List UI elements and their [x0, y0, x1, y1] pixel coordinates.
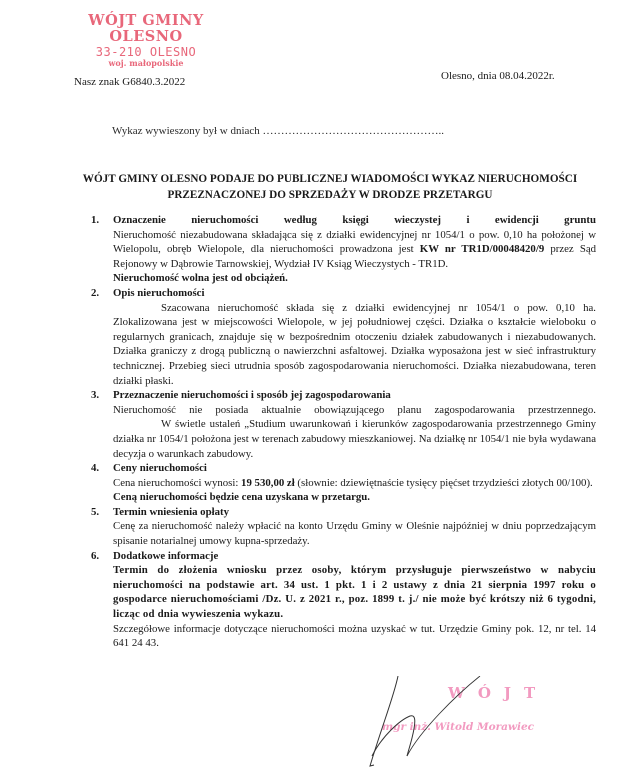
section-number: 3. [91, 389, 100, 402]
document-title [40, 171, 620, 203]
section-heading: Ceny nieruchomości [113, 462, 207, 475]
section-number: 6. [91, 549, 100, 562]
signature-stroke-2 [372, 716, 415, 756]
section-heading: Przeznaczenie nieruchomości i sposób jej zagospodarowania [113, 389, 391, 402]
stamp-postal-code: 33-210 OLESNO [95, 45, 197, 59]
section-2 [93, 286, 596, 388]
section-heading: Termin wniesienia opłaty [113, 505, 229, 518]
section-6 [93, 549, 596, 651]
signature-title: WÓJT [448, 684, 549, 702]
price-in-words: (słownie: dziewiętnaście tysięcy pięćset trzydzieści złotych 00/100). [294, 476, 593, 489]
section-number: 2. [91, 286, 100, 299]
section-number: 5. [91, 505, 100, 518]
section-number: 4. [91, 462, 100, 475]
section-body: Cenę za nieruchomość należy wpłacić na konto Urzędu Gminy w Oleśnie najpóźniej w dniu poprzedzającym spisanie notarialnej umowy kupna-sprzedaży. [113, 520, 596, 548]
handwritten-signature-icon [360, 676, 620, 776]
title-line-1: WÓJT GMINY OLESNO PODAJE DO PUBLICZNEJ WIADOMOŚCI WYKAZ NIERUCHOMOŚCI [82, 173, 578, 185]
section-number: 1. [91, 214, 100, 226]
contact-info: Szczegółowe informacje dotyczące nieruchomości można uzyskać w tut. Urzędzie Gminy pok. 12, nr tel. 14 641 24 43. [113, 622, 596, 650]
sections-list [93, 213, 596, 651]
court-info: przez Sąd Rejonowy w Dąbrowie Tarnowskiej, Wydział IV Ksiąg Wieczystych - TR1D. [113, 243, 597, 270]
place-and-date: Olesno, dnia 08.04.2022r. [441, 70, 555, 82]
section-body [113, 476, 596, 491]
section-paragraph-2: W świetle ustaleń „Studium uwarunkowań i kierunków zagospodarowania przestrzennego Gminy działka nr 1054/1 położona jest w terenach zabudowy mieszkaniowej. Na działkę nr 1054/1 nie była wydawana decyzja o warunkach zabudowy. [113, 418, 596, 460]
signatory-name: mgr inż. Witold Morawiec [382, 721, 535, 733]
stamp-title: WÓJT GMINY [88, 12, 204, 29]
section-4 [93, 461, 596, 505]
section-heading: Oznaczenie nieruchomości według księgi wieczystej i ewidencji gruntu [113, 214, 596, 226]
encumbrance-note: Nieruchomość wolna jest od obciążeń. [113, 272, 288, 285]
section-heading: Dodatkowe informacje [113, 549, 219, 562]
title-line-2: PRZEZNACZONEJ DO SPRZEDAŻY W DRODZE PRZETARGU [167, 189, 493, 201]
office-stamp [76, 14, 216, 67]
section-1 [93, 213, 596, 286]
auction-price-note: Ceną nieruchomości będzie cena uzyskana w przetargu. [113, 491, 371, 504]
price-prefix: Cena nieruchomości wynosi: [113, 476, 242, 489]
signature-block [360, 676, 620, 776]
posted-dates-line: Wykaz wywieszony był w dniach ………………………………………….. [112, 125, 445, 137]
section-body [113, 228, 596, 272]
section-paragraph-1: Nieruchomość nie posiada aktualnie obowiązującego planu zagospodarowania przestrzennego. [113, 403, 596, 416]
section-heading: Opis nieruchomości [113, 286, 205, 299]
signature-stroke-3 [407, 676, 480, 756]
price-value: 19 530,00 zł [241, 476, 295, 489]
stamp-municipality: OLESNO [109, 27, 183, 45]
reference-number: Nasz znak G6840.3.2022 [74, 76, 186, 88]
stamp-voivodeship: woj. małopolskie [108, 58, 184, 68]
priority-deadline: Termin do złożenia wniosku przez osoby, którym przysługuje pierwszeństwo w nabyciu nieruchomości na podstawie art. 34 ust. 1 pkt. 1 i 2 ustawy z dnia 21 sierpnia 1997 roku o gospodarce nieruchomościami /Dz. U. z 2021 r., poz. 1899 t. j./ nie może być krótszy niż 6 tygodni, licząc od dnia wywieszenia wykazu. [113, 564, 596, 621]
land-description: Nieruchomość niezabudowana składająca się z działki ewidencyjnej nr 1054/1 o pow. 0,10 ha położonej w Wielopolu, obręb Wielopole, dla nieruchomości prowadzona jest [113, 228, 596, 256]
section-3 [93, 388, 596, 461]
section-body: Szacowana nieruchomość składa się z działki ewidencyjnej nr 1054/1 o pow. 0,10 ha. Zlokalizowana jest w miejscowości Wielopole, w jej południowej części. Działka o kształcie wieloboku o regularnych granicach, znajduje się w bezpośrednim otoczeniu działek zabudowanych i niezabudowanych. Działka graniczy z drogą publiczną o nawierzchni asfaltowej. Działka wyposażona jest w sieć infrastruktury technicznej. Przebieg sieci utrudnia sposób zagospodarowania nieruchomości. Działka niezabudowana, teren działki płaski. [113, 301, 596, 387]
land-register-number: KW nr TR1D/00048420/9 [419, 243, 545, 256]
section-5 [93, 505, 596, 549]
